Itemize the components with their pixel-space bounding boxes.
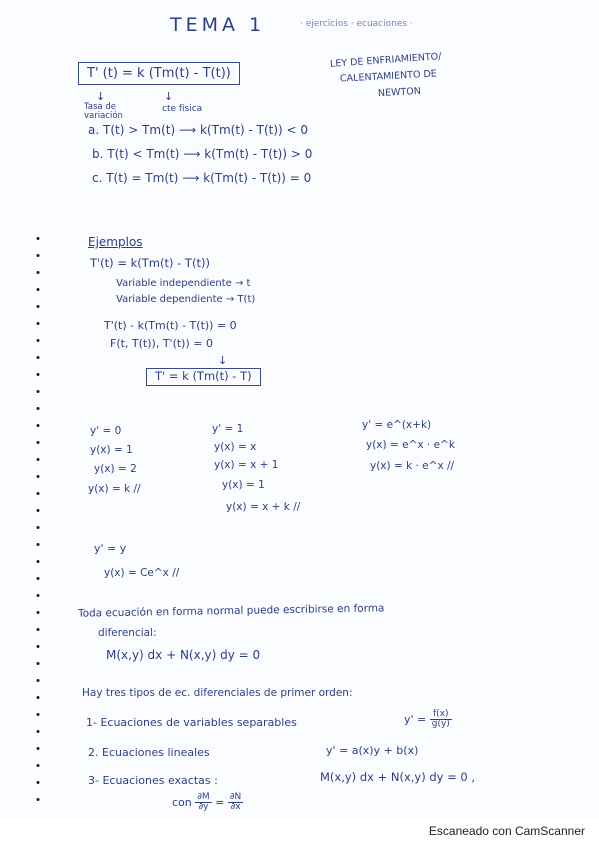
type3-formula: M(x,y) dx + N(x,y) dy = 0 , [320,770,476,784]
type3-label: 3- Ecuaciones exactas : [88,774,218,787]
type3-rhs-denominator: ∂x [230,802,241,813]
law-line-3: NEWTON [377,85,422,100]
type3-condition-prefix: con [172,795,192,809]
label-constant: cte física [162,104,203,114]
statement-line-2: diferencial: [98,627,157,639]
col2-line-2: y(x) = x [214,441,257,453]
boxed-result: T' = k (Tm(t) - T) [146,368,261,386]
law-line-2: CALENTAMIENTO DE [339,68,438,85]
label-rate: Tasa de variación [84,102,123,122]
implicit-form: F(t, T(t)), T'(t)) = 0 [110,337,213,350]
margin-punch-dots [36,230,40,810]
rearranged-equation: T'(t) - k(Tm(t) - T(t)) = 0 [104,319,237,332]
exp-solution: y(x) = Ce^x // [104,567,180,579]
statement-line-1: Toda ecuación en forma normal puede escribirse en forma [77,602,385,620]
types-intro: Hay tres tipos de ec. diferenciales de primer orden: [82,687,353,699]
scanner-watermark: Escaneado con CamScanner [428,824,585,838]
type1-numerator: f(x) [430,710,452,720]
case-c: c. T(t) = Tm(t) ⟶ k(Tm(t) - T(t)) = 0 [92,171,312,185]
type2-formula: y' = a(x)y + b(x) [326,744,419,757]
col1-line-1: y' = 0 [90,425,122,437]
col1-line-3: y(x) = 2 [94,463,137,475]
type1-formula-lhs: y' = [404,712,427,726]
law-line-1: LEY DE ENFRIAMIENTO/ [329,51,442,70]
type1-formula [404,710,452,730]
type3-rhs-numerator: ∂N [229,792,242,802]
differential-form: M(x,y) dx + N(x,y) dy = 0 [106,648,261,662]
type3-lhs-numerator: ∂M [197,792,210,802]
type3-condition: con $\frac{\partial M}{\partial y}$ = $\frac{\partial N}{\partial x}$ [172,792,242,813]
page-title: TEMA 1 [170,14,266,36]
case-a: a. T(t) > Tm(t) ⟶ k(Tm(t) - T(t)) < 0 [88,123,309,137]
col2-line-1: y' = 1 [212,423,244,435]
main-equation: T' (t) = k (Tm(t) - T(t)) [78,62,240,85]
example-equation: T'(t) = k(Tm(t) - T(t)) [90,256,210,270]
col2-line-4: y(x) = 1 [222,479,265,491]
type3-rhs-fraction [228,793,243,813]
col3-line-2: y(x) = e^x · e^k [366,439,455,451]
col2-line-5: y(x) = x + k // [226,501,301,513]
col3-line-3: y(x) = k · e^x // [370,460,455,472]
col1-line-4: y(x) = k // [88,483,141,495]
type3-lhs-fraction [195,793,211,813]
arrow-down-icon: ↓ [164,90,174,103]
independent-variable: Variable independiente → t [116,278,251,289]
arrow-down-icon: ↓ [218,354,228,367]
type1-denominator: g(y) [431,719,450,730]
type1-fraction [430,710,452,730]
col2-line-3: y(x) = x + 1 [214,459,279,471]
type3-lhs-denominator: ∂y [198,802,209,813]
case-b: b. T(t) < Tm(t) ⟶ k(Tm(t) - T(t)) > 0 [92,147,313,161]
arrow-down-icon: ↓ [96,90,106,103]
type2-label: 2. Ecuaciones lineales [88,746,210,759]
col3-line-1: y' = e^(x+k) [362,419,432,431]
type1-label: 1- Ecuaciones de variables separables [86,716,297,729]
dependent-variable: Variable dependiente → T(t) [116,294,256,305]
example-heading: Ejemplos [88,235,143,249]
header-faint-text: · ejercicios · ecuaciones · [300,19,413,29]
exp-equation: y' = y [94,542,127,555]
col1-line-2: y(x) = 1 [90,444,133,456]
